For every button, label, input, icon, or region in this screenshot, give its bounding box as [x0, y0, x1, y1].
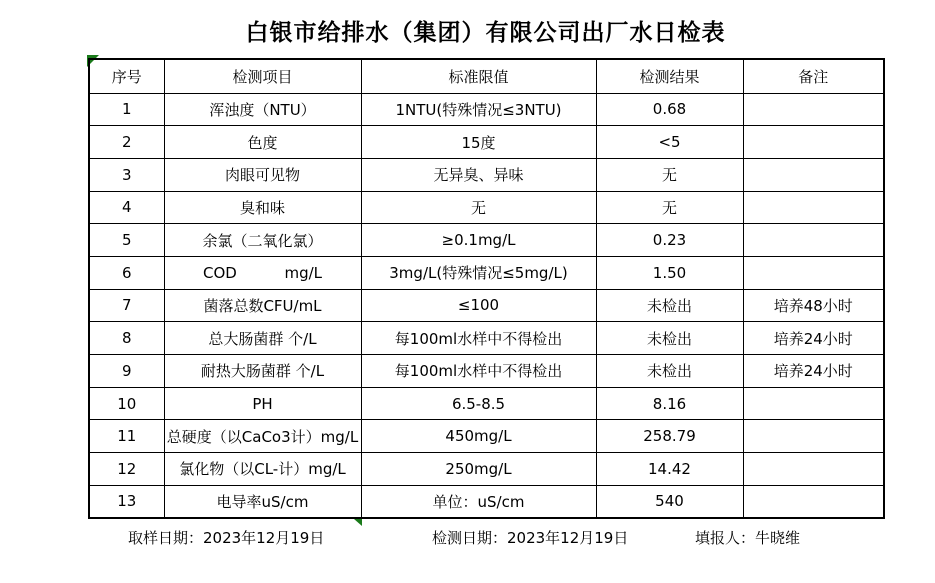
cell-no: 11: [89, 420, 164, 453]
cell-limit: ≤100: [361, 289, 596, 322]
cell-no: 5: [89, 224, 164, 257]
cell-result: 未检出: [596, 289, 743, 322]
page-title: 白银市给排水（集团）有限公司出厂水日检表: [245, 20, 726, 46]
cell-no: 4: [89, 191, 164, 224]
table-row: [89, 224, 884, 257]
cell-limit: 无异臭、异味: [361, 158, 596, 191]
cell-result: 1.50: [596, 256, 743, 289]
table-row: [89, 93, 884, 126]
cell-result: 无: [596, 158, 743, 191]
cell-limit: 450mg/L: [361, 420, 596, 453]
cell-no: 8: [89, 322, 164, 355]
cell-result: 未检出: [596, 322, 743, 355]
cell-result: 8.16: [596, 387, 743, 420]
cell-limit: ≥0.1mg/L: [361, 224, 596, 257]
cell-limit: 单位：uS/cm: [361, 485, 596, 518]
cell-result: 未检出: [596, 355, 743, 388]
table-row: [89, 191, 884, 224]
table-row: [89, 256, 884, 289]
cell-item: 耐热大肠菌群 个/L: [164, 355, 361, 388]
cell-limit: 3mg/L(特殊情况≤5mg/L): [361, 256, 596, 289]
col-header-result: 检测结果: [596, 59, 743, 93]
table-row: [89, 289, 884, 322]
cell-item: 电导率uS/cm: [164, 485, 361, 518]
cell-remark: [743, 453, 884, 486]
cell-remark: [743, 158, 884, 191]
cell-remark: 培养24小时: [743, 355, 884, 388]
cell-item: 臭和味: [164, 191, 361, 224]
cell-remark: [743, 224, 884, 257]
daily-check-table: [88, 58, 885, 519]
cell-result: 540: [596, 485, 743, 518]
cell-limit: 1NTU(特殊情况≤3NTU): [361, 93, 596, 126]
cell-remark: [743, 420, 884, 453]
table-row: [89, 453, 884, 486]
cell-item: 总大肠菌群 个/L: [164, 322, 361, 355]
cell-item: 菌落总数CFU/mL: [164, 289, 361, 322]
cell-no: 3: [89, 158, 164, 191]
col-header-limit: 标准限值: [361, 59, 596, 93]
table-row: [89, 322, 884, 355]
cell-item: 总硬度（以CaCo3计）mg/L: [164, 420, 361, 453]
sampling-date-label: 取样日期：2023年12月19日: [128, 529, 325, 547]
cell-result: <5: [596, 126, 743, 159]
table-row: [89, 158, 884, 191]
cell-no: 7: [89, 289, 164, 322]
table-row: [89, 420, 884, 453]
cell-limit: 250mg/L: [361, 453, 596, 486]
cell-remark: [743, 256, 884, 289]
cell-result: 14.42: [596, 453, 743, 486]
bottom-green-triangle-icon: [354, 519, 362, 526]
col-header-no: 序号: [89, 59, 164, 93]
cell-result: 258.79: [596, 420, 743, 453]
cell-remark: 培养24小时: [743, 322, 884, 355]
cell-limit: 15度: [361, 126, 596, 159]
cell-remark: 培养48小时: [743, 289, 884, 322]
table-row: [89, 387, 884, 420]
cell-no: 13: [89, 485, 164, 518]
cell-remark: [743, 387, 884, 420]
cell-item: 浑浊度（NTU）: [164, 93, 361, 126]
col-header-remark: 备注: [743, 59, 884, 93]
table-row: [89, 355, 884, 388]
cell-no: 10: [89, 387, 164, 420]
cell-limit: 每100ml水样中不得检出: [361, 322, 596, 355]
cell-no: 9: [89, 355, 164, 388]
cell-limit: 每100ml水样中不得检出: [361, 355, 596, 388]
cell-limit: 6.5-8.5: [361, 387, 596, 420]
cell-no: 2: [89, 126, 164, 159]
cell-remark: [743, 126, 884, 159]
cell-item: 肉眼可见物: [164, 158, 361, 191]
cell-remark: [743, 191, 884, 224]
cell-result: 0.23: [596, 224, 743, 257]
cell-no: 6: [89, 256, 164, 289]
cell-result: 无: [596, 191, 743, 224]
cell-remark: [743, 485, 884, 518]
reporter-label: 填报人：牛晓维: [695, 529, 801, 547]
cell-no: 1: [89, 93, 164, 126]
cell-remark: [743, 93, 884, 126]
cell-limit: 无: [361, 191, 596, 224]
col-header-item: 检测项目: [164, 59, 361, 93]
test-date-label: 检测日期：2023年12月19日: [432, 529, 629, 547]
cell-item: 余氯（二氧化氯）: [164, 224, 361, 257]
cell-item: 色度: [164, 126, 361, 159]
cell-result: 0.68: [596, 93, 743, 126]
cell-item: 氯化物（以CL-计）mg/L: [164, 453, 361, 486]
table-row: [89, 485, 884, 518]
cell-item: COD mg/L: [164, 256, 361, 289]
cell-item: PH: [164, 387, 361, 420]
cell-no: 12: [89, 453, 164, 486]
table-header-row: [89, 59, 884, 93]
table-row: [89, 126, 884, 159]
